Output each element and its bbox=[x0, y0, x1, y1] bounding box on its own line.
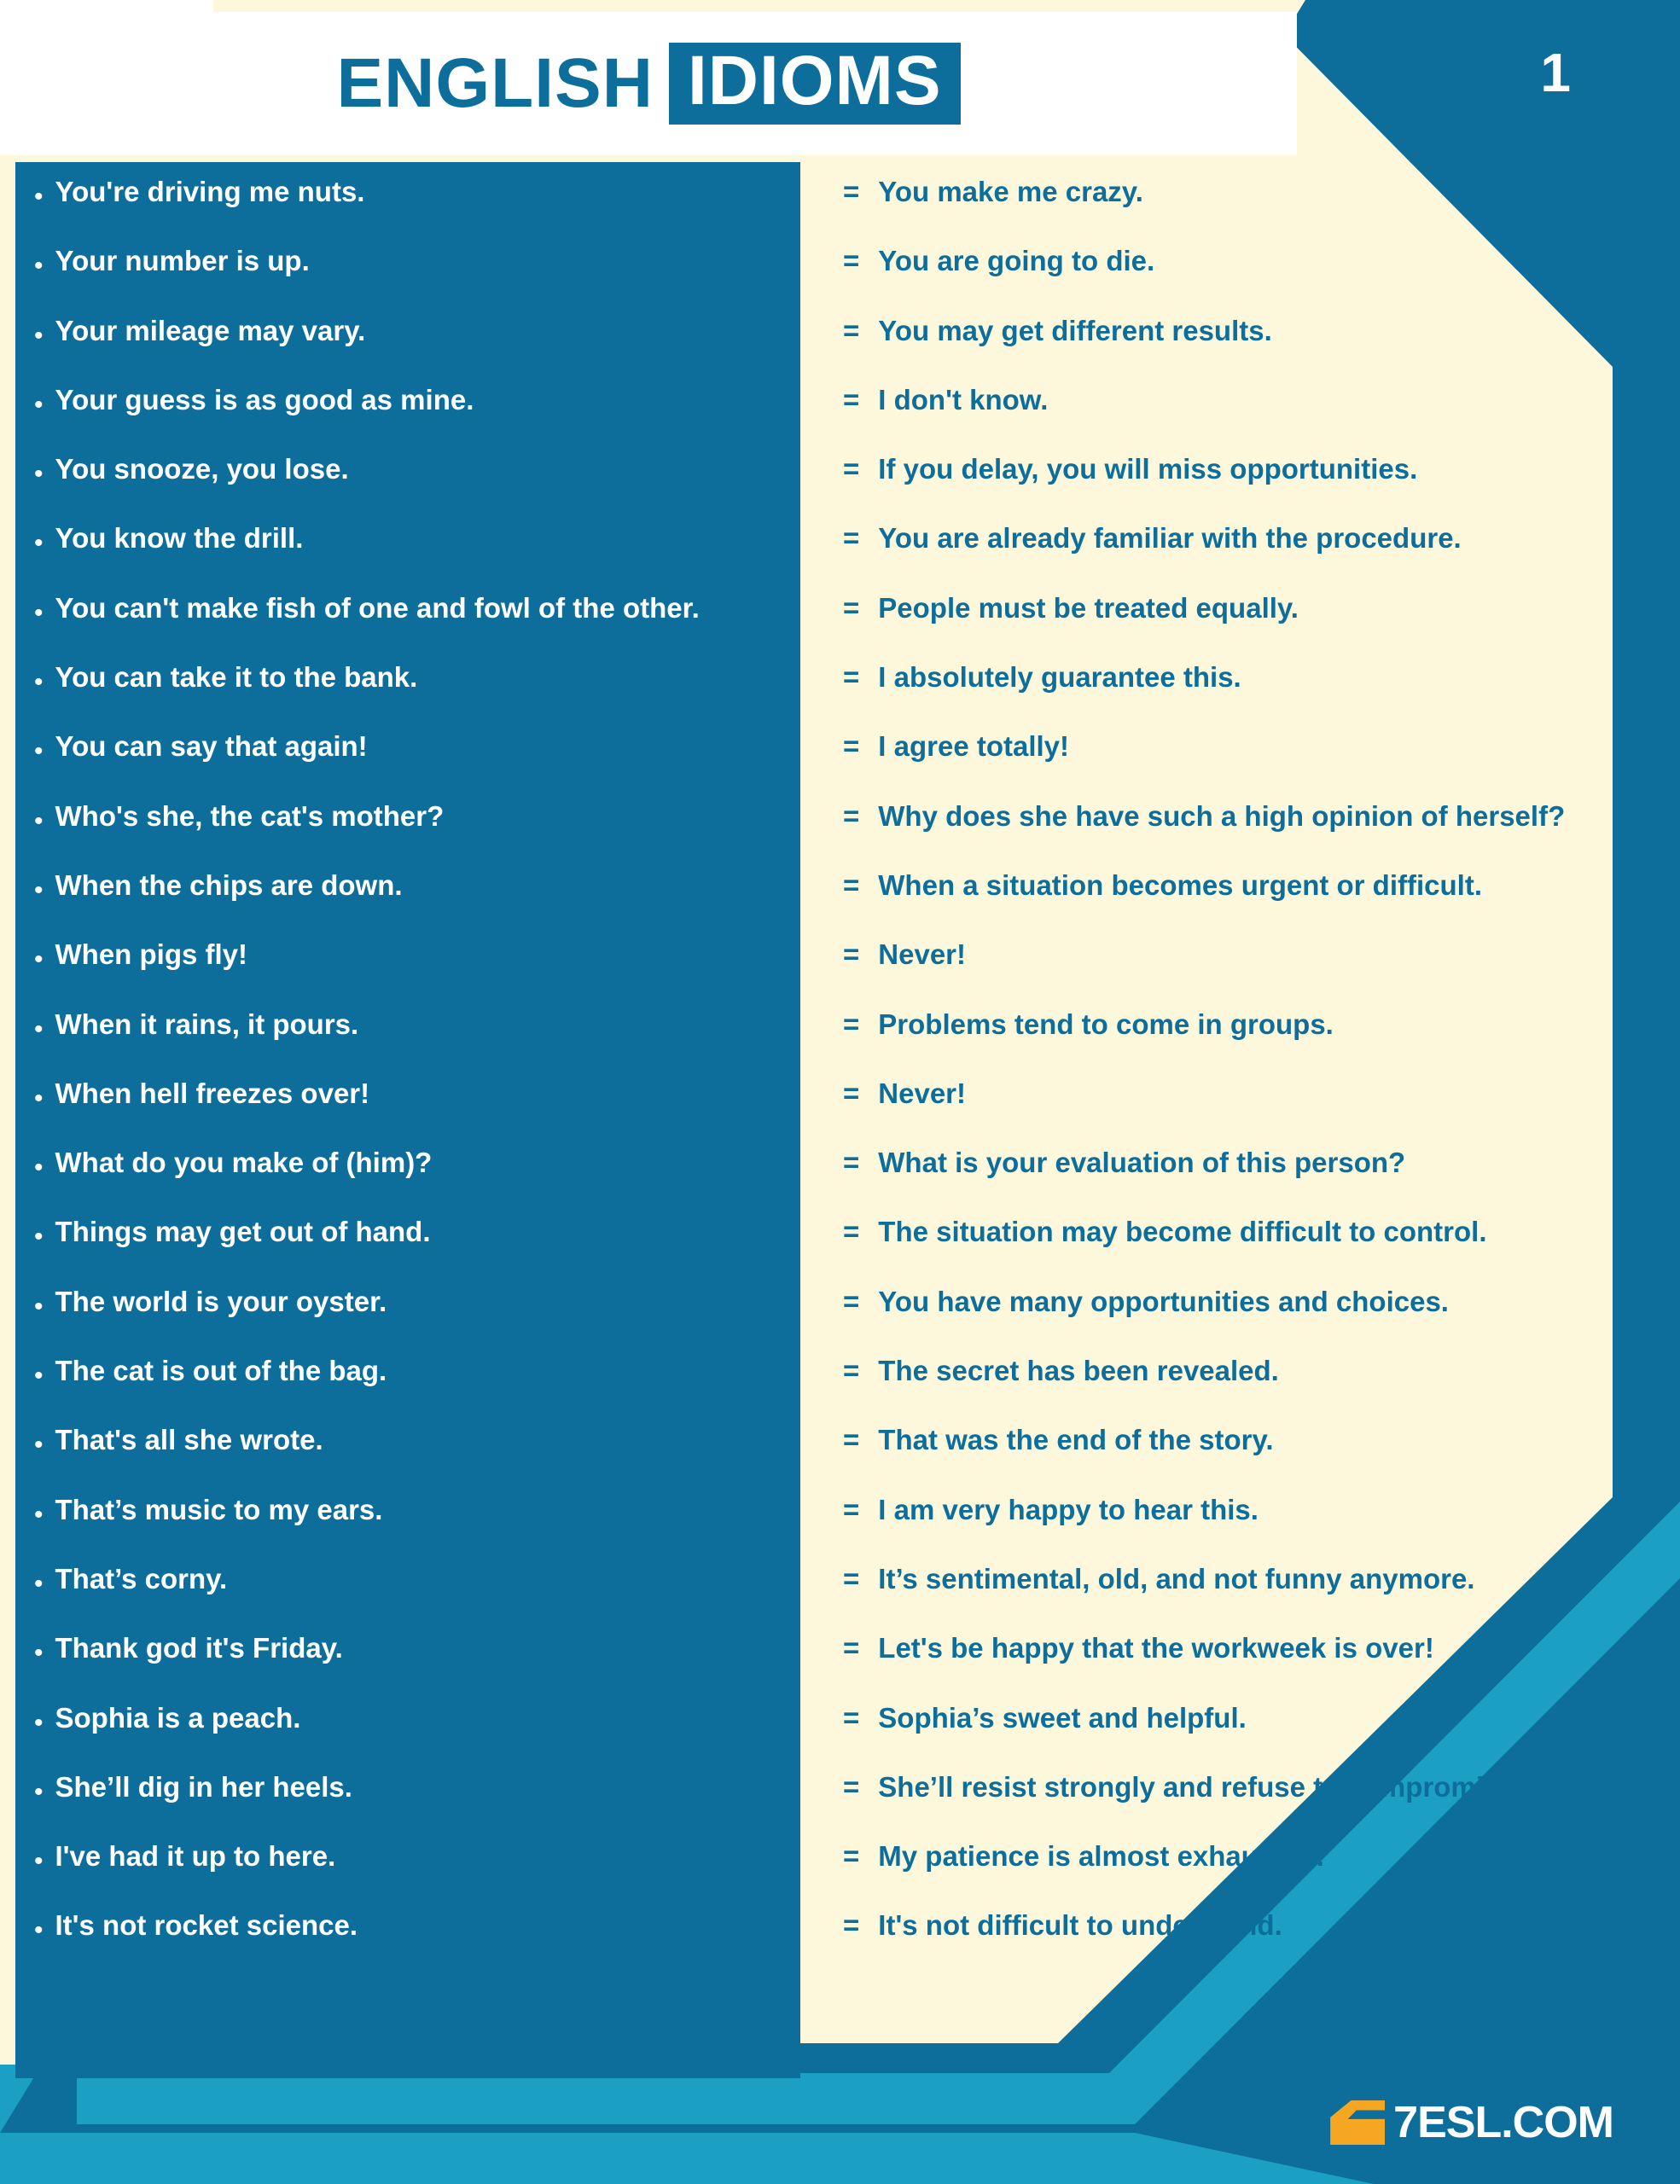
table-row bbox=[15, 1757, 1636, 1827]
idiom-rows bbox=[15, 162, 1636, 1966]
bullet-icon: • bbox=[34, 529, 44, 558]
equals-icon: = bbox=[843, 522, 860, 555]
table-row bbox=[15, 231, 1636, 300]
equals-icon: = bbox=[843, 661, 860, 694]
idiom-text: I've had it up to here. bbox=[55, 1840, 336, 1873]
table-row bbox=[15, 648, 1636, 717]
meaning-cell bbox=[800, 856, 1482, 902]
page-number: 1 bbox=[1540, 42, 1571, 103]
meaning-cell bbox=[800, 1410, 1274, 1456]
meaning-text: Never! bbox=[878, 1077, 967, 1109]
table-row bbox=[15, 787, 1636, 856]
idiom-cell bbox=[15, 925, 800, 973]
idiom-cell bbox=[15, 1827, 800, 1874]
meaning-text: The situation may become difficult to control. bbox=[878, 1216, 1487, 1248]
idiom-cell bbox=[15, 1688, 800, 1736]
meaning-cell bbox=[800, 1202, 1487, 1248]
table-row bbox=[15, 1896, 1636, 1965]
bullet-icon: • bbox=[34, 1777, 44, 1806]
table-row bbox=[15, 1618, 1636, 1687]
table-row bbox=[15, 508, 1636, 578]
equals-icon: = bbox=[843, 383, 860, 415]
meaning-text: That was the end of the story. bbox=[878, 1424, 1274, 1456]
bullet-icon: • bbox=[34, 1292, 44, 1321]
idiom-text: The world is your oyster. bbox=[55, 1285, 387, 1317]
meaning-text: You may get different results. bbox=[878, 314, 1272, 346]
meaning-cell bbox=[800, 1549, 1474, 1595]
idiom-text: What do you make of (him)? bbox=[55, 1147, 433, 1179]
idiom-text: Things may get out of hand. bbox=[55, 1216, 431, 1248]
table-row bbox=[15, 717, 1636, 786]
idiom-cell bbox=[15, 717, 800, 764]
idiom-cell bbox=[15, 1272, 800, 1320]
idiom-cell bbox=[15, 1480, 800, 1528]
poster-header bbox=[0, 12, 1297, 155]
idiom-cell bbox=[15, 370, 800, 418]
meaning-text: People must be treated equally. bbox=[878, 591, 1299, 624]
equals-icon: = bbox=[843, 1770, 860, 1803]
idiom-cell bbox=[15, 1064, 800, 1112]
table-row bbox=[15, 1410, 1636, 1479]
table-row bbox=[15, 370, 1636, 439]
equals-icon: = bbox=[843, 1285, 860, 1317]
table-row bbox=[15, 995, 1636, 1064]
equals-icon: = bbox=[843, 730, 860, 763]
idiom-text: Who's she, the cat's mother? bbox=[55, 799, 445, 832]
meaning-cell bbox=[800, 1757, 1523, 1804]
meaning-cell bbox=[800, 1688, 1247, 1734]
bullet-icon: • bbox=[34, 1569, 44, 1598]
idiom-cell bbox=[15, 1896, 800, 1943]
table-row bbox=[15, 1133, 1636, 1202]
idiom-text: That’s music to my ears. bbox=[55, 1493, 383, 1525]
bullet-icon: • bbox=[34, 737, 44, 766]
idiom-cell bbox=[15, 995, 800, 1043]
meaning-cell bbox=[800, 1618, 1434, 1664]
equals-icon: = bbox=[843, 176, 860, 207]
idiom-text: You can say that again! bbox=[55, 730, 368, 763]
meaning-cell bbox=[800, 439, 1417, 485]
equals-icon: = bbox=[843, 938, 860, 971]
bullet-icon: • bbox=[34, 1014, 44, 1043]
meaning-cell bbox=[800, 301, 1272, 347]
idiom-text: When hell freezes over! bbox=[55, 1077, 370, 1109]
site-logo-text: 7ESL.COM bbox=[1393, 2098, 1613, 2147]
bullet-icon: • bbox=[34, 1500, 44, 1529]
bullet-icon: • bbox=[34, 1639, 44, 1668]
idiom-cell bbox=[15, 1133, 800, 1181]
meaning-text: I absolutely guarantee this. bbox=[878, 661, 1241, 694]
idiom-text: That's all she wrote. bbox=[55, 1424, 323, 1456]
idiom-text: Sophia is a peach. bbox=[55, 1701, 301, 1734]
bullet-icon: • bbox=[34, 668, 44, 697]
idiom-text: You know the drill. bbox=[55, 522, 304, 555]
meaning-text: You have many opportunities and choices. bbox=[878, 1285, 1449, 1317]
meaning-cell bbox=[800, 995, 1334, 1041]
idiom-text: When it rains, it pours. bbox=[55, 1008, 359, 1040]
bullet-icon: • bbox=[34, 1153, 44, 1182]
meaning-text: When a situation becomes urgent or difficult. bbox=[878, 868, 1482, 901]
idiom-text: When the chips are down. bbox=[55, 868, 403, 901]
equals-icon: = bbox=[843, 1008, 860, 1040]
meaning-text: You make me crazy. bbox=[878, 176, 1143, 207]
meaning-cell bbox=[800, 578, 1299, 624]
title-word-english: ENGLISH bbox=[336, 44, 654, 122]
meaning-cell bbox=[800, 1896, 1282, 1942]
idiom-table bbox=[15, 162, 1636, 1966]
meaning-text: Let's be happy that the workweek is over! bbox=[878, 1632, 1434, 1664]
meaning-cell bbox=[800, 508, 1462, 555]
idiom-cell bbox=[15, 301, 800, 349]
idiom-text: The cat is out of the bag. bbox=[55, 1355, 387, 1387]
bullet-icon: • bbox=[34, 183, 44, 211]
equals-icon: = bbox=[843, 1493, 860, 1525]
equals-icon: = bbox=[843, 1424, 860, 1456]
idiom-cell bbox=[15, 856, 800, 903]
table-row bbox=[15, 925, 1636, 994]
bullet-icon: • bbox=[34, 1847, 44, 1876]
equals-icon: = bbox=[843, 591, 860, 624]
meaning-text: You are going to die. bbox=[878, 245, 1155, 277]
equals-icon: = bbox=[843, 1840, 860, 1873]
idiom-text: You snooze, you lose. bbox=[55, 453, 349, 485]
bullet-icon: • bbox=[34, 1916, 44, 1945]
idiom-cell bbox=[15, 439, 800, 487]
bullet-icon: • bbox=[34, 945, 44, 974]
meaning-cell bbox=[800, 925, 966, 971]
meaning-cell bbox=[800, 717, 1069, 763]
meaning-text: Sophia’s sweet and helpful. bbox=[878, 1701, 1247, 1734]
idiom-cell bbox=[15, 1410, 800, 1458]
idiom-text: Your number is up. bbox=[55, 245, 310, 277]
idiom-cell bbox=[15, 231, 800, 279]
idiom-cell bbox=[15, 1549, 800, 1597]
bullet-icon: • bbox=[34, 1362, 44, 1391]
meaning-text: Why does she have such a high opinion of herself? bbox=[878, 799, 1566, 832]
bullet-icon: • bbox=[34, 252, 44, 281]
idiom-cell bbox=[15, 1202, 800, 1250]
meaning-text: What is your evaluation of this person? bbox=[878, 1147, 1406, 1179]
table-row bbox=[15, 856, 1636, 925]
bullet-icon: • bbox=[34, 1708, 44, 1737]
meaning-cell bbox=[800, 1064, 966, 1110]
meaning-cell bbox=[800, 1133, 1405, 1179]
site-logo bbox=[1330, 2097, 1613, 2148]
idiom-text: Thank god it's Friday. bbox=[55, 1632, 343, 1664]
meaning-cell bbox=[800, 787, 1565, 833]
idiom-cell bbox=[15, 1341, 800, 1389]
bullet-icon: • bbox=[34, 1223, 44, 1252]
table-row bbox=[15, 1341, 1636, 1410]
meaning-text: It’s sentimental, old, and not funny anymore. bbox=[878, 1562, 1475, 1594]
equals-icon: = bbox=[843, 314, 860, 346]
table-row bbox=[15, 1064, 1636, 1133]
idiom-text: Your guess is as good as mine. bbox=[55, 383, 474, 415]
equals-icon: = bbox=[843, 1216, 860, 1248]
table-row bbox=[15, 1688, 1636, 1757]
meaning-cell bbox=[800, 1480, 1259, 1526]
idiom-cell bbox=[15, 162, 800, 210]
bullet-icon: • bbox=[34, 390, 44, 419]
meaning-cell bbox=[800, 1827, 1324, 1873]
meaning-text: The secret has been revealed. bbox=[878, 1355, 1279, 1387]
equals-icon: = bbox=[843, 1632, 860, 1664]
7esl-logo-icon bbox=[1330, 2100, 1385, 2145]
bullet-icon: • bbox=[34, 598, 44, 627]
meaning-cell bbox=[800, 648, 1241, 694]
equals-icon: = bbox=[843, 1147, 860, 1179]
idiom-text: That’s corny. bbox=[55, 1562, 228, 1594]
table-row bbox=[15, 301, 1636, 370]
idiom-cell bbox=[15, 578, 800, 626]
meaning-text: You are already familiar with the procedure. bbox=[878, 522, 1462, 555]
meaning-cell bbox=[800, 231, 1154, 277]
meaning-text: I am very happy to hear this. bbox=[878, 1493, 1259, 1525]
bullet-icon: • bbox=[34, 875, 44, 904]
bullet-icon: • bbox=[34, 1431, 44, 1460]
table-row bbox=[15, 162, 1636, 231]
meaning-text: I agree totally! bbox=[878, 730, 1070, 763]
idiom-text: You're driving me nuts. bbox=[55, 176, 365, 207]
equals-icon: = bbox=[843, 1077, 860, 1109]
equals-icon: = bbox=[843, 1909, 860, 1942]
equals-icon: = bbox=[843, 1562, 860, 1594]
meaning-text: I don't know. bbox=[878, 383, 1049, 415]
idiom-text: When pigs fly! bbox=[55, 938, 248, 971]
table-row bbox=[15, 1827, 1636, 1896]
bullet-icon: • bbox=[34, 460, 44, 489]
idiom-text: Your mileage may vary. bbox=[55, 314, 366, 346]
bullet-icon: • bbox=[34, 1083, 44, 1112]
idiom-cell bbox=[15, 787, 800, 834]
meaning-text: She’ll resist strongly and refuse to compromise. bbox=[878, 1770, 1523, 1803]
table-row bbox=[15, 1272, 1636, 1341]
table-row bbox=[15, 1549, 1636, 1618]
idiom-cell bbox=[15, 1618, 800, 1666]
meaning-text: If you delay, you will miss opportunities. bbox=[878, 453, 1418, 485]
meaning-text: My patience is almost exhausted. bbox=[878, 1840, 1324, 1873]
idiom-cell bbox=[15, 1757, 800, 1805]
meaning-cell bbox=[800, 1341, 1279, 1387]
meaning-cell bbox=[800, 1272, 1449, 1318]
equals-icon: = bbox=[843, 453, 860, 485]
equals-icon: = bbox=[843, 1355, 860, 1387]
meaning-cell bbox=[800, 370, 1048, 416]
table-row bbox=[15, 439, 1636, 508]
table-row bbox=[15, 578, 1636, 648]
table-row bbox=[15, 1480, 1636, 1549]
meaning-text: Problems tend to come in groups. bbox=[878, 1008, 1334, 1040]
equals-icon: = bbox=[843, 799, 860, 832]
idiom-text: She’ll dig in her heels. bbox=[55, 1770, 352, 1803]
equals-icon: = bbox=[843, 1701, 860, 1734]
meaning-cell bbox=[800, 162, 1143, 208]
equals-icon: = bbox=[843, 245, 860, 277]
table-row bbox=[15, 1202, 1636, 1271]
bullet-icon: • bbox=[34, 321, 44, 350]
bullet-icon: • bbox=[34, 806, 44, 835]
idiom-text: It's not rocket science. bbox=[55, 1909, 358, 1942]
page-title bbox=[336, 43, 960, 125]
meaning-text: It's not difficult to understand. bbox=[878, 1909, 1282, 1942]
meaning-text: Never! bbox=[878, 938, 967, 971]
title-word-idioms: IDIOMS bbox=[669, 43, 961, 125]
equals-icon: = bbox=[843, 868, 860, 901]
idiom-cell bbox=[15, 508, 800, 556]
idiom-text: You can't make fish of one and fowl of the other. bbox=[55, 591, 700, 624]
idiom-text: You can take it to the bank. bbox=[55, 661, 418, 694]
idiom-cell bbox=[15, 648, 800, 695]
